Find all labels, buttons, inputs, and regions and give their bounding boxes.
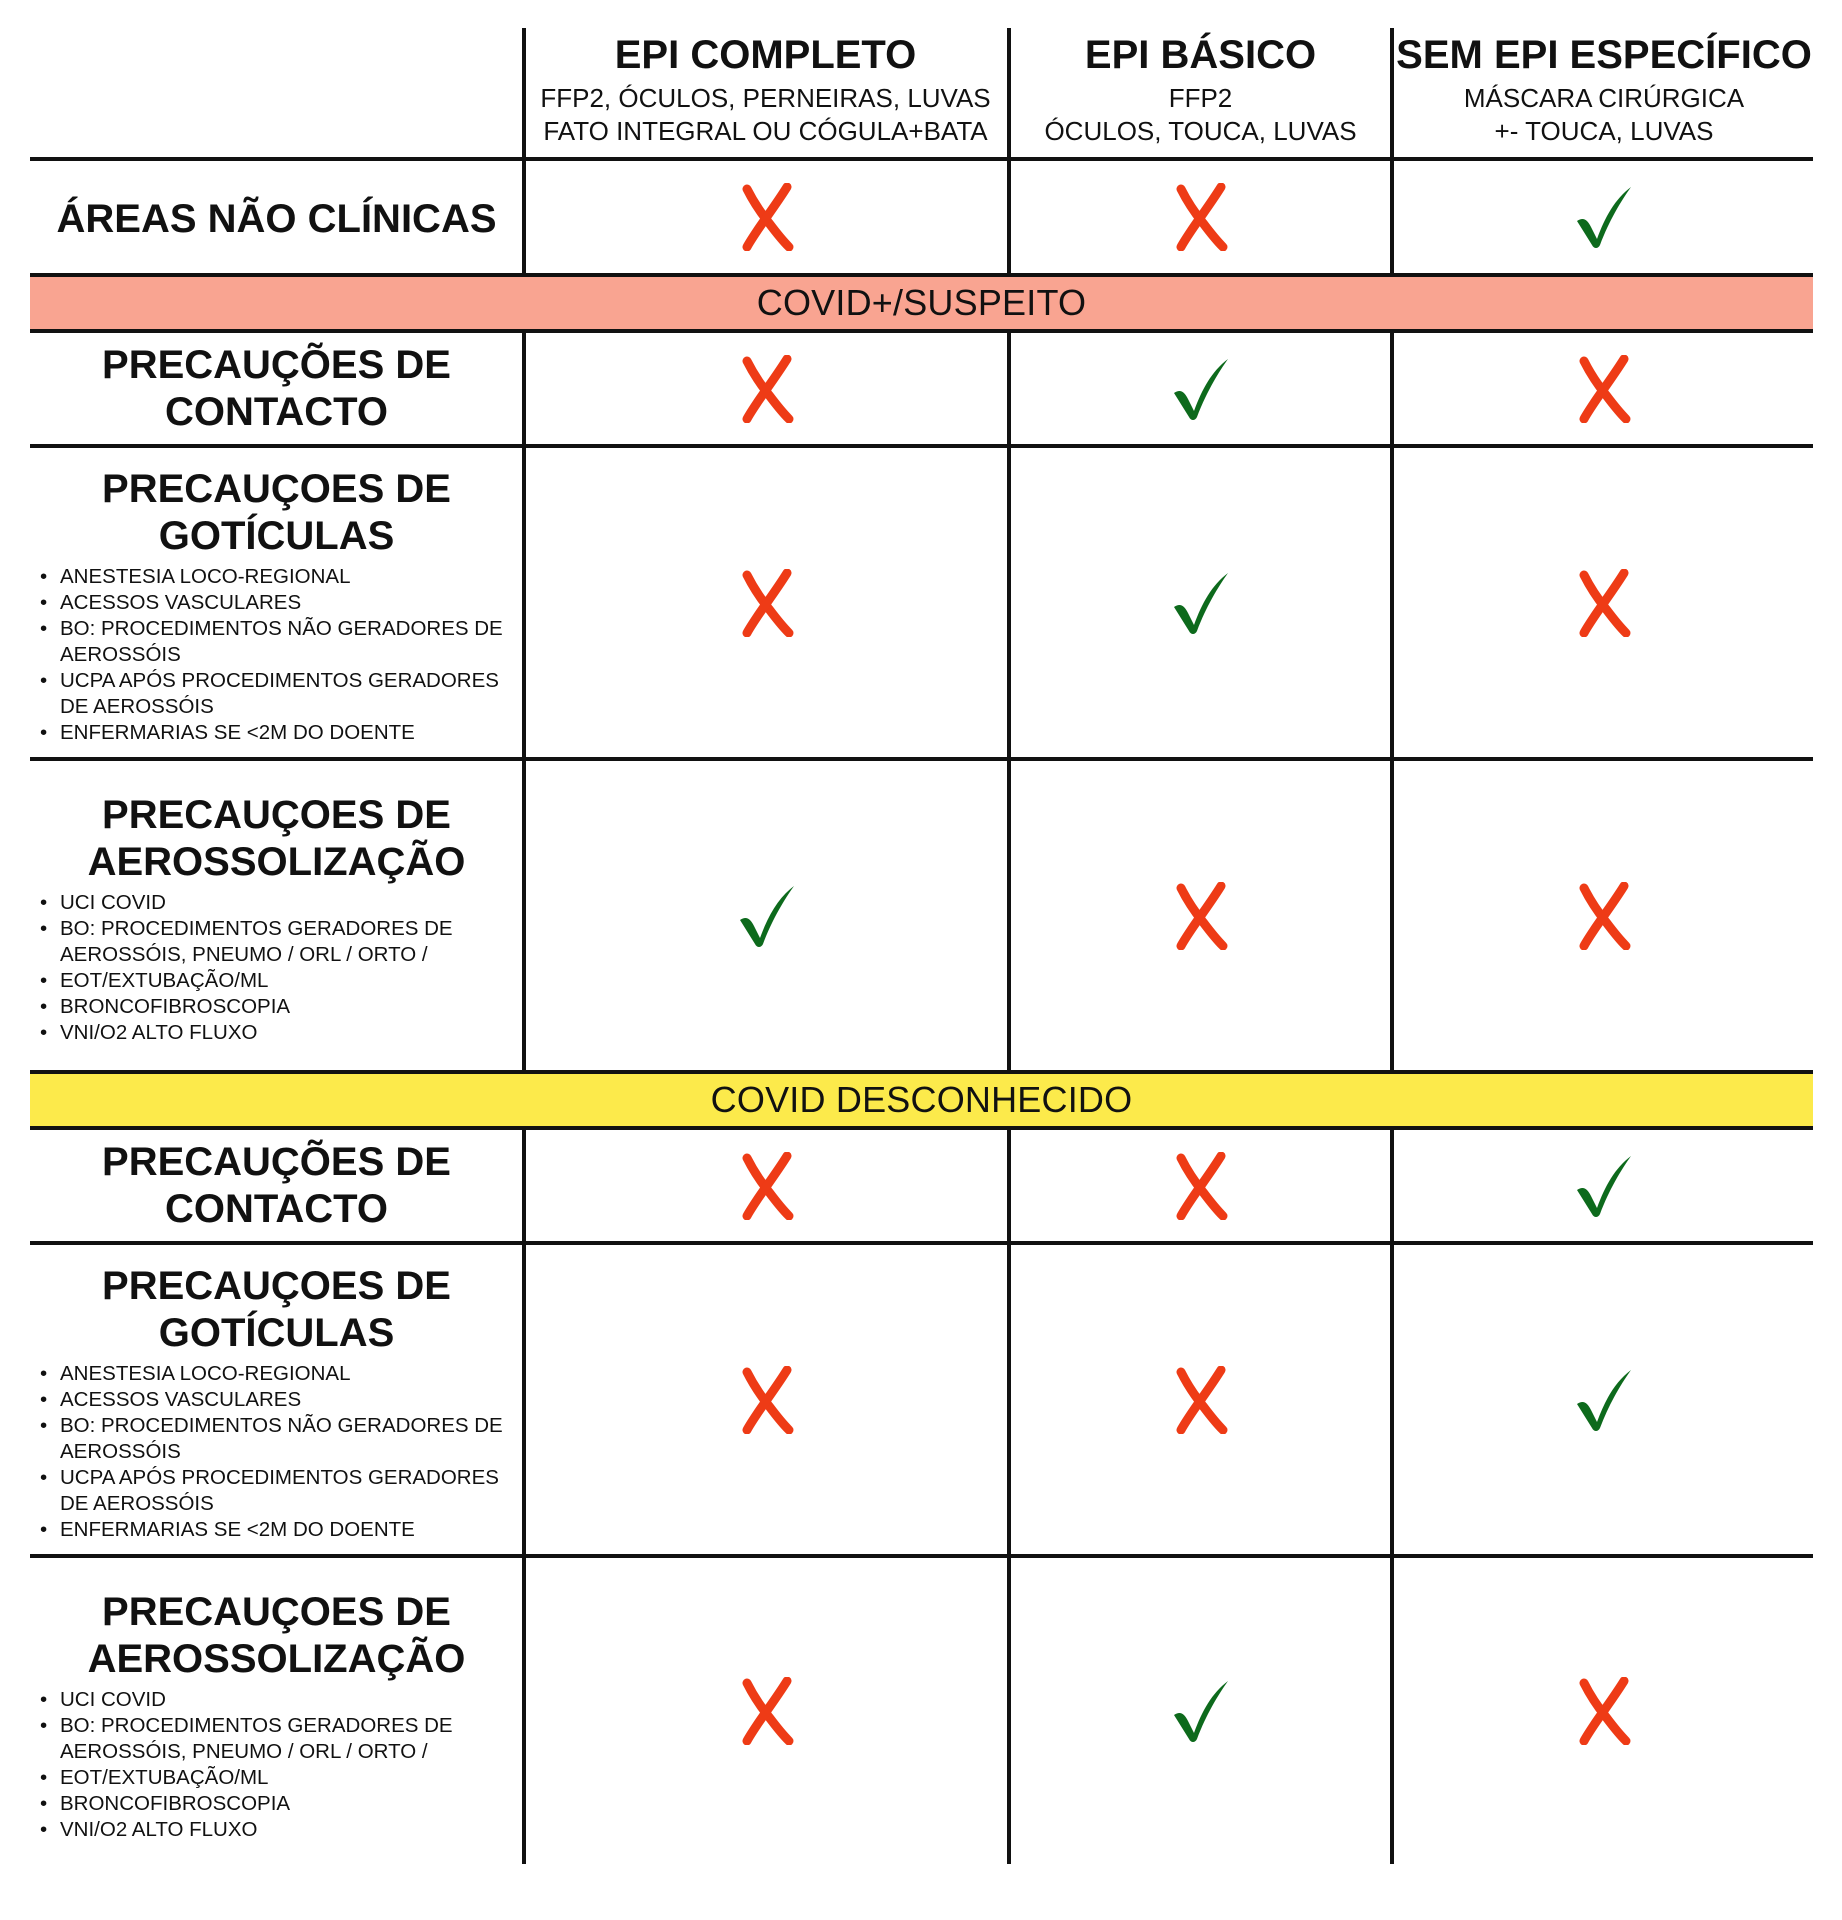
list-item: • ENFERMARIAS SE <2M DO DOENTE (38, 720, 523, 746)
cell-contacto-desconhecido-sem-epi (1394, 1130, 1813, 1241)
list-item: • ANESTESIA LOCO-REGIONAL (38, 564, 523, 590)
list-item: • UCPA APÓS PROCEDIMENTOS GERADORES DE AEROSSÓIS (38, 668, 523, 720)
check-icon (1170, 569, 1232, 637)
list-item: • ANESTESIA LOCO-REGIONAL (38, 1361, 523, 1387)
list-item: • ENFERMARIAS SE <2M DO DOENTE (38, 1517, 523, 1543)
section-band-label: COVID DESCONHECIDO (710, 1079, 1133, 1120)
cell-goticulas-desconhecido-sem-epi (1394, 1245, 1813, 1554)
list-item: • VNI/O2 ALTO FLUXO (38, 1817, 523, 1843)
cell-goticulas-desconhecido-epi-completo (526, 1245, 1007, 1554)
cell-contacto-desconhecido-epi-completo (526, 1130, 1007, 1241)
row-title: PRECAUÇOES DE (102, 467, 451, 511)
cell-goticulas-suspeito-sem-epi (1394, 448, 1813, 757)
section-band-label: COVID+/SUSPEITO (756, 282, 1087, 323)
row-title: CONTACTO (165, 390, 388, 434)
column-header-epi-completo (524, 28, 1007, 148)
row-label-aerossolizacao-suspeito (30, 792, 523, 1046)
list-item: • VNI/O2 ALTO FLUXO (38, 1020, 523, 1046)
row-title: PRECAUÇOES DE (102, 1590, 451, 1634)
row-label-goticulas-suspeito (30, 466, 523, 746)
column-subtitle: FFP2, ÓCULOS, PERNEIRAS, LUVAS (540, 83, 991, 113)
column-subtitle: ÓCULOS, TOUCA, LUVAS (1044, 116, 1357, 146)
cell-areas-nao-clinicas-sem-epi (1394, 161, 1813, 273)
list-item: • BO: PROCEDIMENTOS GERADORES DE AEROSSÓIS, PNEUMO / ORL / ORTO / (38, 916, 523, 968)
cross-icon (1173, 882, 1229, 950)
row-label-goticulas-desconhecido (30, 1263, 523, 1543)
cross-icon (739, 1677, 795, 1745)
column-subtitle: +- TOUCA, LUVAS (1494, 116, 1714, 146)
list-item: • EOT/EXTUBAÇÃO/ML (38, 968, 523, 994)
column-subtitle: FATO INTEGRAL OU CÓGULA+BATA (543, 116, 988, 146)
section-band-covid-desconhecido (30, 1074, 1813, 1126)
row-title: AEROSSOLIZAÇÃO (87, 840, 466, 884)
cell-contacto-suspeito-sem-epi (1394, 333, 1813, 444)
cell-contacto-suspeito-epi-completo (526, 333, 1007, 444)
cross-icon (1576, 882, 1632, 950)
row-bullet-list (30, 890, 523, 1046)
cross-icon (739, 355, 795, 423)
cell-aerossolizacao-desconhecido-sem-epi (1394, 1558, 1813, 1864)
row-bullet-list (30, 564, 523, 746)
row-title: PRECAUÇÕES DE (102, 1140, 451, 1184)
row-label-aerossolizacao-desconhecido (30, 1589, 523, 1843)
check-icon (736, 882, 798, 950)
cell-contacto-desconhecido-epi-basico (1011, 1130, 1390, 1241)
column-subtitle: MÁSCARA CIRÚRGICA (1463, 83, 1745, 113)
cell-aerossolizacao-suspeito-epi-basico (1011, 761, 1390, 1070)
cross-icon (739, 1152, 795, 1220)
list-item: • BO: PROCEDIMENTOS GERADORES DE AEROSSÓIS, PNEUMO / ORL / ORTO / (38, 1713, 523, 1765)
row-title: PRECAUÇOES DE (102, 793, 451, 837)
column-title: SEM EPI ESPECÍFICO (1396, 33, 1812, 77)
cross-icon (1576, 569, 1632, 637)
row-label-areas-nao-clinicas (30, 196, 523, 243)
column-title: EPI COMPLETO (614, 33, 917, 77)
check-icon (1170, 1677, 1232, 1745)
check-icon (1170, 355, 1232, 423)
cell-aerossolizacao-desconhecido-epi-completo (526, 1558, 1007, 1864)
cell-goticulas-desconhecido-epi-basico (1011, 1245, 1390, 1554)
cross-icon (1173, 1152, 1229, 1220)
cross-icon (739, 1366, 795, 1434)
row-title: ÁREAS NÃO CLÍNICAS (56, 197, 497, 241)
cell-aerossolizacao-desconhecido-epi-basico (1011, 1558, 1390, 1864)
cell-areas-nao-clinicas-epi-completo (526, 161, 1007, 273)
check-icon (1573, 1366, 1635, 1434)
column-header-sem-epi (1394, 28, 1814, 148)
list-item: • ACESSOS VASCULARES (38, 1387, 523, 1413)
check-icon (1573, 183, 1635, 251)
row-title: GOTÍCULAS (158, 514, 395, 558)
list-item: • ACESSOS VASCULARES (38, 590, 523, 616)
cross-icon (1576, 355, 1632, 423)
cross-icon (739, 569, 795, 637)
row-title: AEROSSOLIZAÇÃO (87, 1637, 466, 1681)
cell-areas-nao-clinicas-epi-basico (1011, 161, 1390, 273)
column-header-epi-basico (1011, 28, 1390, 148)
cell-contacto-suspeito-epi-basico (1011, 333, 1390, 444)
row-bullet-list (30, 1361, 523, 1543)
column-subtitle: FFP2 (1168, 83, 1233, 113)
cross-icon (739, 183, 795, 251)
list-item: • BRONCOFIBROSCOPIA (38, 1791, 523, 1817)
row-title: GOTÍCULAS (158, 1311, 395, 1355)
row-label-contacto-desconhecido (30, 1139, 523, 1233)
list-item: • BO: PROCEDIMENTOS NÃO GERADORES DE AEROSSÓIS (38, 1413, 523, 1465)
column-title: EPI BÁSICO (1084, 33, 1317, 77)
row-bullet-list (30, 1687, 523, 1843)
cell-goticulas-suspeito-epi-basico (1011, 448, 1390, 757)
cross-icon (1576, 1677, 1632, 1745)
row-title: PRECAUÇOES DE (102, 1264, 451, 1308)
check-icon (1573, 1152, 1635, 1220)
list-item: • BRONCOFIBROSCOPIA (38, 994, 523, 1020)
cell-goticulas-suspeito-epi-completo (526, 448, 1007, 757)
list-item: • EOT/EXTUBAÇÃO/ML (38, 1765, 523, 1791)
row-title: CONTACTO (165, 1187, 388, 1231)
cross-icon (1173, 1366, 1229, 1434)
list-item: • BO: PROCEDIMENTOS NÃO GERADORES DE AEROSSÓIS (38, 616, 523, 668)
list-item: • UCI COVID (38, 890, 523, 916)
cell-aerossolizacao-suspeito-sem-epi (1394, 761, 1813, 1070)
cell-aerossolizacao-suspeito-epi-completo (526, 761, 1007, 1070)
row-label-contacto-suspeito (30, 342, 523, 436)
cross-icon (1173, 183, 1229, 251)
section-band-covid-suspeito (30, 277, 1813, 329)
row-title: PRECAUÇÕES DE (102, 343, 451, 387)
list-item: • UCPA APÓS PROCEDIMENTOS GERADORES DE AEROSSÓIS (38, 1465, 523, 1517)
list-item: • UCI COVID (38, 1687, 523, 1713)
